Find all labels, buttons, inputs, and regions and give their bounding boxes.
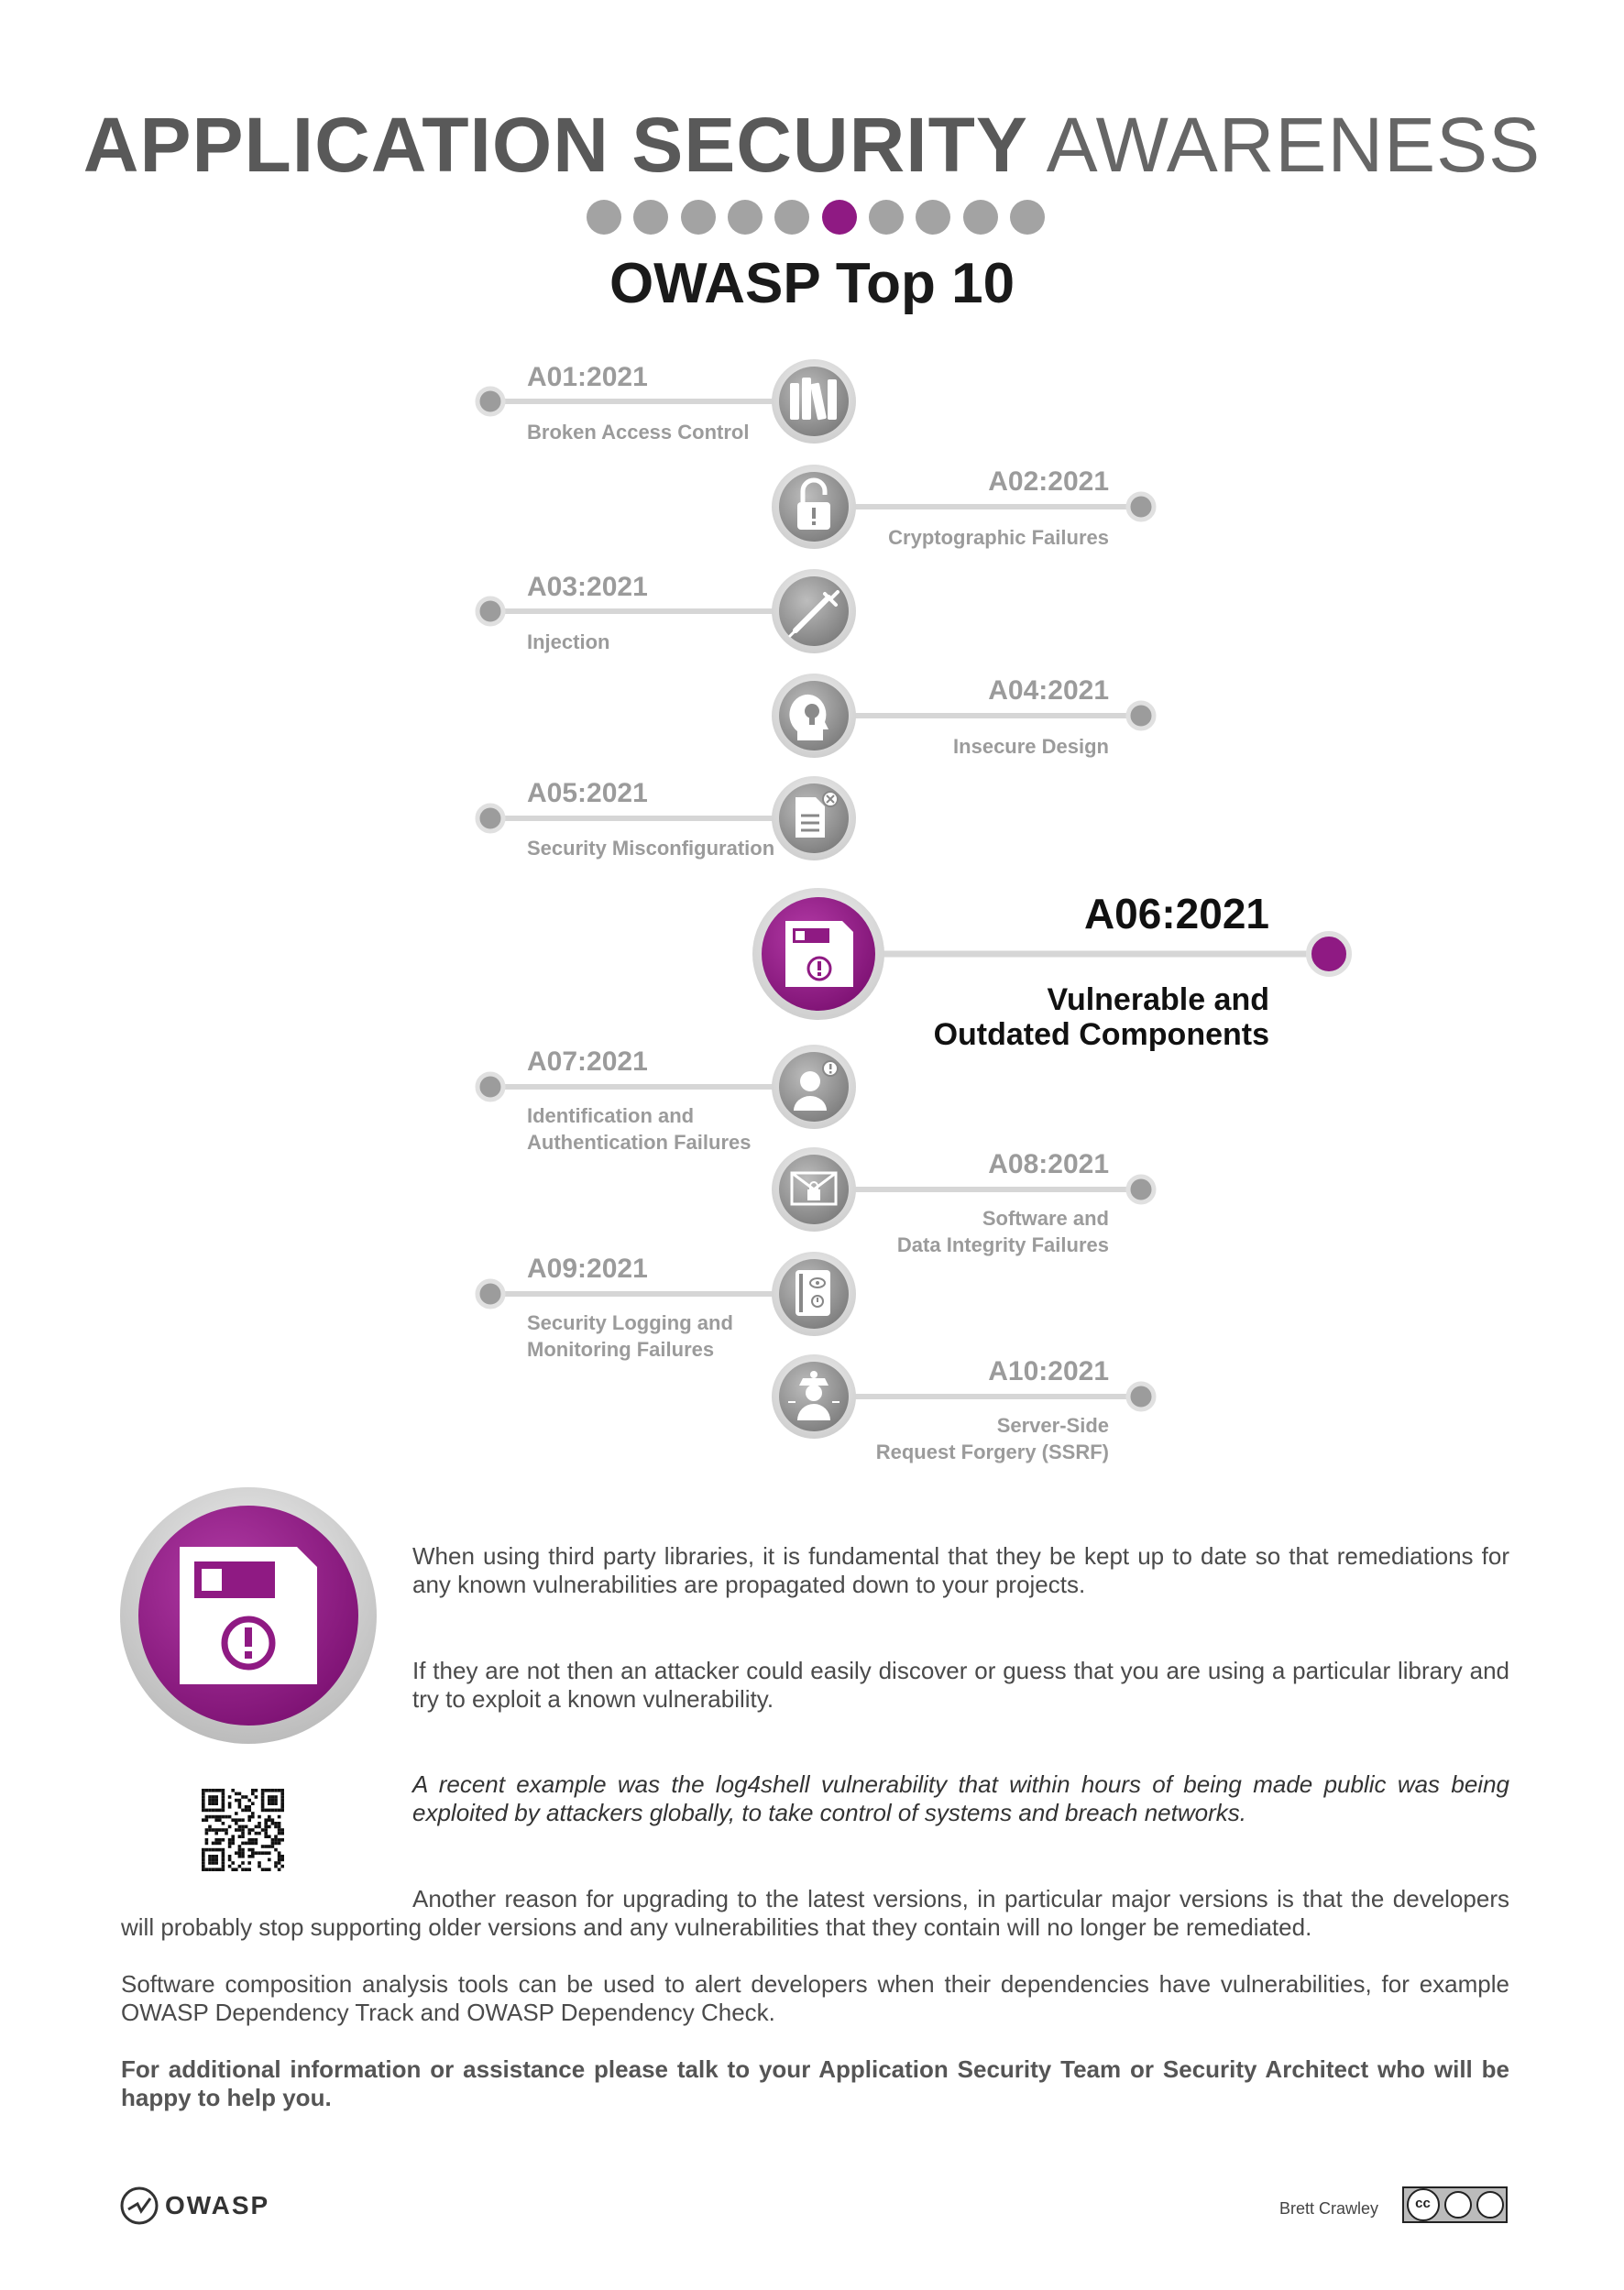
- a02-code: A02:2021: [988, 466, 1109, 497]
- a08-name: Software and Data Integrity Failures: [896, 1207, 1109, 1256]
- owasp-logo: [119, 2186, 269, 2226]
- a09-name: Security Logging and Monitoring Failures: [527, 1311, 733, 1361]
- large-floppy-warning-icon: [117, 1485, 379, 1747]
- a01-name: Broken Access Control: [527, 421, 750, 444]
- cc-icon: cc: [1407, 2188, 1440, 2221]
- a07-name: Identification and Authentication Failures: [527, 1104, 752, 1154]
- paragraph-1: When using third party libraries, it is fundamental that they be kept up to date so that remediations for any known vulnerabilities are propagated down to your projects.: [412, 1542, 1509, 1598]
- paragraph-3: A recent example was the log4shell vulnerability that within hours of being made public was being exploited by attackers globally, to take control of systems and breach networks.: [412, 1770, 1509, 1826]
- a06-name: Vulnerable and Outdated Components: [933, 982, 1269, 1052]
- a10-name: Server-Side Request Forgery (SSRF): [875, 1414, 1109, 1463]
- sa-icon: [1476, 2191, 1504, 2219]
- qr-code: [202, 1789, 284, 1871]
- a03-name: Injection: [527, 630, 610, 653]
- a04-name: Insecure Design: [953, 735, 1109, 758]
- a02-name: Cryptographic Failures: [888, 526, 1109, 549]
- a05-code: A05:2021: [527, 778, 648, 808]
- paragraph-2: If they are not then an attacker could easily discover or guess that you are using a particular library and try to exploit a known vulnerability.: [412, 1657, 1509, 1713]
- subtitle: OWASP Top 10: [609, 252, 1015, 315]
- title-light: AWARENESS: [1046, 102, 1542, 188]
- by-icon: [1444, 2191, 1472, 2219]
- a10-code: A10:2021: [988, 1356, 1109, 1386]
- a01-code: A01:2021: [527, 362, 648, 392]
- a07-code: A07:2021: [527, 1046, 648, 1077]
- paragraph-4: Another reason for upgrading to the latest versions, in particular major versions is that the developers will probably stop supporting older versions and any vulnerabilities that they contain will no longer be remediated.: [121, 1885, 1509, 1941]
- floppy-warning-icon: [785, 921, 853, 987]
- paragraph-5: Software composition analysis tools can be used to alert developers when their dependencies have vulnerabilities, for example OWASP Dependency Track and OWASP Dependency Check.: [121, 1970, 1509, 2026]
- a05-name: Security Misconfiguration: [527, 837, 775, 860]
- notebook-eye-icon: [796, 1270, 830, 1316]
- a04-code: A04:2021: [988, 675, 1109, 706]
- a03-code: A03:2021: [527, 572, 648, 602]
- author: Brett Crawley: [1279, 2199, 1379, 2218]
- a09-code: A09:2021: [527, 1254, 648, 1284]
- cc-license-badge: [1402, 2186, 1508, 2223]
- owasp-wasp-icon: [119, 2186, 159, 2226]
- owasp-logo-text: OWASP: [165, 2191, 270, 2219]
- title-bold: APPLICATION SECURITY: [82, 102, 1028, 188]
- paragraph-6: For additional information or assistance please talk to your Application Security Team or Security Architect who will be happy to help you.: [121, 2055, 1509, 2111]
- a06-code: A06:2021: [1083, 890, 1269, 937]
- a08-code: A08:2021: [988, 1149, 1109, 1179]
